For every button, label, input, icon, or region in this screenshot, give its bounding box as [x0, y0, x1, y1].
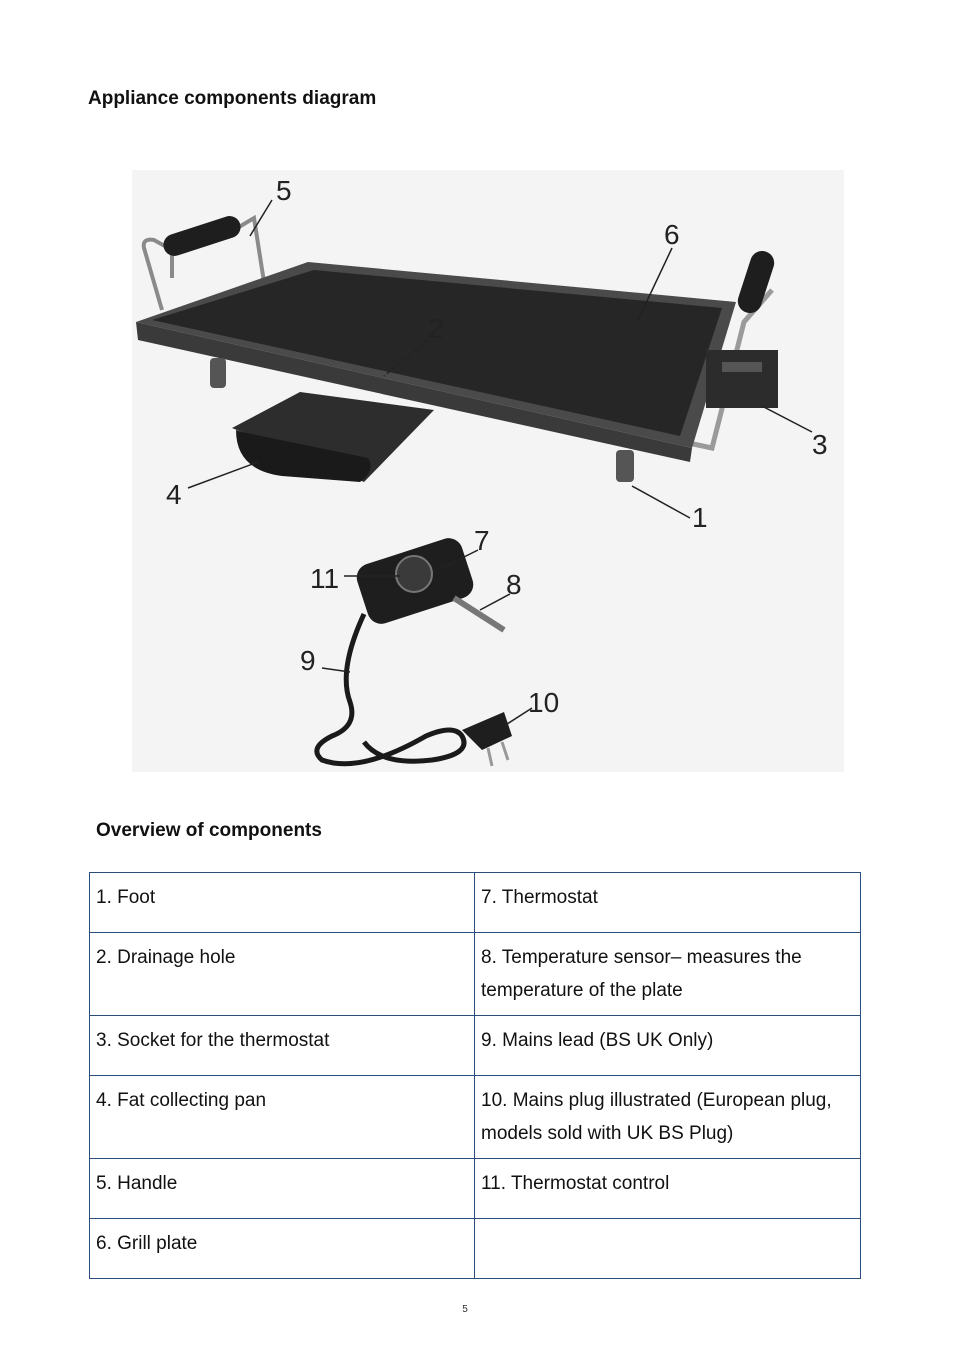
- callout-3: 3: [812, 429, 828, 460]
- callout-5: 5: [276, 175, 292, 206]
- callout-6: 6: [664, 219, 680, 250]
- table-cell: [475, 1219, 861, 1279]
- table-cell: 8. Temperature sensor– measures the temperature of the plate: [475, 933, 861, 1016]
- table-cell: 2. Drainage hole: [90, 933, 475, 1016]
- socket-detail: [722, 362, 762, 372]
- callout-7: 7: [474, 525, 490, 556]
- callout-8: 8: [506, 569, 522, 600]
- appliance-diagram-svg: [132, 170, 844, 772]
- foot-left: [210, 358, 226, 388]
- table-cell: 9. Mains lead (BS UK Only): [475, 1016, 861, 1076]
- table-cell: 10. Mains plug illustrated (European plug, models sold with UK BS Plug): [475, 1076, 861, 1159]
- table-cell: 4. Fat collecting pan: [90, 1076, 475, 1159]
- table-cell: 7. Thermostat: [475, 873, 861, 933]
- thermostat-dial: [396, 556, 432, 592]
- table-row: [90, 1159, 861, 1219]
- table-row: [90, 1076, 861, 1159]
- table-cell: 11. Thermostat control: [475, 1159, 861, 1219]
- table-cell: 3. Socket for the thermostat: [90, 1016, 475, 1076]
- overview-heading: Overview of components: [96, 820, 322, 841]
- table-cell: 1. Foot: [90, 873, 475, 933]
- foot-right: [616, 450, 634, 482]
- photo-background: [132, 170, 844, 772]
- table-row: [90, 1016, 861, 1076]
- table-cell: 5. Handle: [90, 1159, 475, 1219]
- components-table: [89, 872, 861, 1279]
- table-row: [90, 873, 861, 933]
- thermostat-socket: [706, 350, 778, 408]
- table-cell: 6. Grill plate: [90, 1219, 475, 1279]
- callout-10: 10: [528, 687, 560, 718]
- table-row: [90, 933, 861, 1016]
- table-row: [90, 1219, 861, 1279]
- appliance-diagram: [132, 170, 844, 772]
- page-number: 5: [462, 1304, 468, 1315]
- callout-4: 4: [166, 479, 182, 510]
- callout-2: 2: [428, 313, 444, 344]
- callout-1: 1: [692, 502, 708, 533]
- callout-11: 11: [310, 563, 340, 594]
- callout-9: 9: [300, 645, 316, 676]
- diagram-heading: Appliance components diagram: [88, 88, 377, 109]
